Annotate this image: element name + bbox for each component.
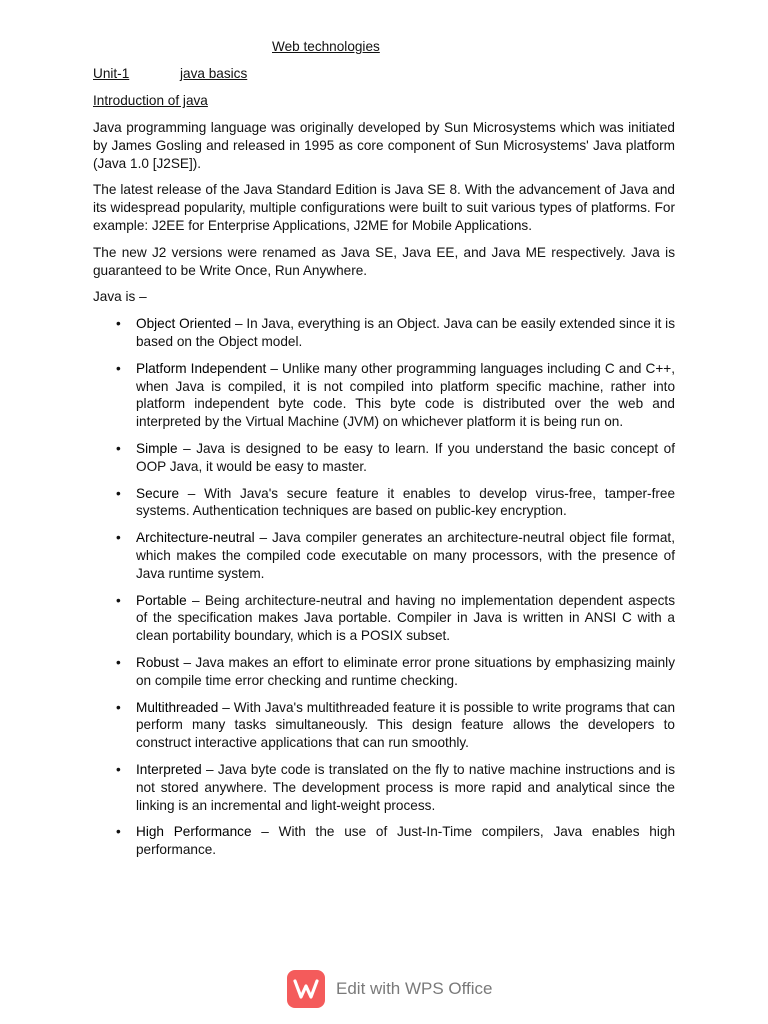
bullet-icon: • — [116, 440, 121, 456]
paragraph: Java programming language was originally developed by Sun Microsystems which was initiated by James Gosling and released in 1995 as core component of Sun Microsystems' Java platform (Java 1.0 [J2SE]). — [93, 120, 675, 171]
bullet-icon: • — [116, 654, 121, 670]
bullet-icon: • — [116, 761, 121, 777]
feature-desc: – Being architecture-neutral and having no implementation dependent aspects of the specification makes Java portable. Compiler in Java is written in ANSI C with a clean portability boundary, which is a POSIX subset. — [136, 592, 675, 644]
paragraph-text: The new J2 versions were renamed as Java SE, Java EE, and Java ME respectively. Java is guaranteed to be — [93, 244, 675, 278]
feature-term: Multithreaded — [136, 699, 219, 715]
wps-edit-label[interactable]: Edit with WPS Office — [336, 979, 493, 999]
feature-desc: – With Java's multithreaded feature it is possible to write programs that can perform many tasks simultaneously. This design feature allows the developers to construct interactive applications that can run smoothly. — [136, 699, 675, 751]
unit-topic: java basics — [180, 66, 248, 81]
feature-desc: – In Java, everything is an Object. Java can be easily extended since it is based on the Object model. — [136, 316, 675, 349]
bullet-icon: • — [116, 316, 121, 332]
feature-item — [93, 654, 675, 690]
unit-line — [93, 65, 675, 83]
wps-edit-banner[interactable] — [287, 969, 493, 1009]
feature-desc: – Java compiler generates an architecture-neutral object file format, which makes the compiled code executable on many processors, with the presence of Java runtime system. — [136, 530, 675, 581]
feature-item — [93, 315, 675, 351]
doc-title: Web technologies — [272, 39, 380, 54]
feature-desc: – Java is designed to be easy to learn. If you understand the basic concept of OOP Java, it would be easy to master. — [136, 440, 675, 474]
unit-label: Unit-1 — [93, 66, 130, 81]
feature-item — [93, 592, 675, 645]
bullet-icon: • — [116, 360, 121, 376]
feature-item — [93, 699, 675, 752]
feature-term: Robust — [136, 654, 180, 670]
section-heading: Introduction of java — [93, 93, 208, 108]
feature-term: Simple — [136, 440, 178, 456]
feature-item — [93, 529, 675, 582]
feature-term: High Performance — [136, 824, 252, 840]
java-is-label: Java is – — [93, 289, 147, 305]
paragraph: The latest release of the Java Standard Edition is Java SE 8. With the advancement of Java and its widespread popularity, multiple configurations were built to suit various types of platforms. For example: J2EE for Enterprise Applications, J2ME for Mobile Applications. — [93, 182, 675, 233]
feature-term: Portable — [136, 592, 187, 608]
bullet-icon: • — [116, 530, 121, 546]
feature-term: Architecture-neutral — [136, 530, 255, 546]
feature-term: Platform Independent — [136, 360, 267, 376]
bullet-icon: • — [116, 592, 121, 608]
emphasis-text: Write Once, Run Anywhere. — [199, 262, 368, 278]
feature-term: Interpreted — [136, 761, 202, 777]
feature-item — [93, 360, 675, 431]
feature-desc: – With Java's secure feature it enables to develop virus-free, tamper-free systems. Authentication techniques are based on public-key encryption. — [136, 485, 675, 519]
feature-desc: – With the use of Just-In-Time compilers, Java enables high performance. — [136, 824, 675, 858]
feature-item — [93, 485, 675, 521]
feature-term: Secure — [136, 485, 180, 501]
feature-desc: – Java byte code is translated on the fly to native machine instructions and is not stored anywhere. The development process is more rapid and analytical since the linking is an incremental and light-weight process. — [136, 761, 675, 813]
feature-term: Object Oriented — [136, 316, 232, 332]
feature-item — [93, 440, 675, 476]
document-page — [93, 38, 675, 868]
bullet-icon: • — [116, 699, 121, 715]
paragraph — [93, 244, 675, 280]
bullet-icon: • — [116, 485, 121, 501]
wps-logo-icon[interactable] — [287, 970, 325, 1008]
feature-list — [93, 315, 675, 859]
feature-item — [93, 823, 675, 859]
bullet-icon: • — [116, 824, 121, 840]
feature-desc: – Unlike many other programming languages including C and C++, when Java is compiled, it is not compiled into platform specific machine, rather into platform independent byte code. This byte code is distributed over the web and interpreted by the Virtual Machine (JVM) on whichever platform it is being run on. — [136, 360, 675, 430]
feature-desc: – Java makes an effort to eliminate error prone situations by emphasizing mainly on compile time error checking and runtime checking. — [136, 654, 675, 688]
feature-item — [93, 761, 675, 814]
